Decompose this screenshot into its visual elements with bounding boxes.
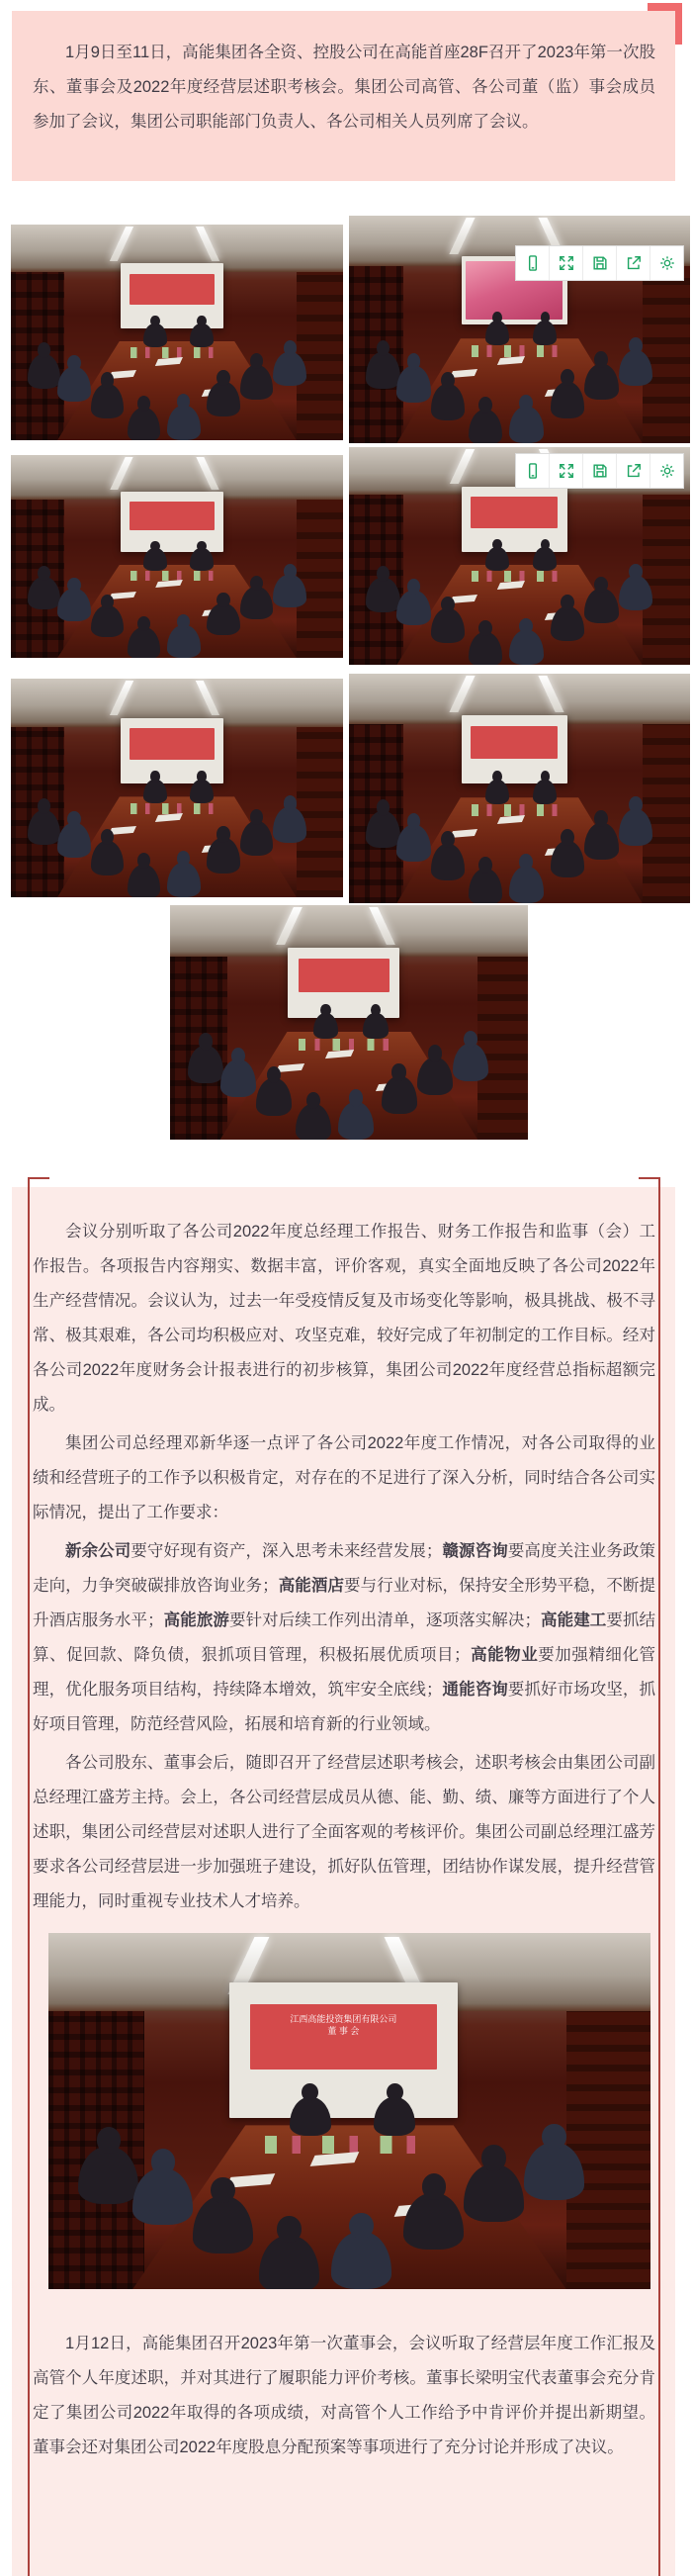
person	[417, 1058, 453, 1095]
settings-glyph	[657, 253, 677, 273]
person	[363, 1013, 388, 1039]
person	[240, 821, 274, 856]
person	[207, 838, 240, 873]
board-meeting-photo[interactable]	[48, 1933, 650, 2289]
person	[256, 1078, 292, 1116]
person	[57, 589, 91, 621]
person	[273, 807, 306, 842]
meeting-photo-4[interactable]	[349, 447, 690, 665]
person	[509, 407, 544, 443]
settings-icon[interactable]	[650, 454, 683, 488]
board-screen-line2: 董 事 会	[327, 2026, 360, 2036]
meeting-photo-6[interactable]	[349, 674, 690, 903]
person	[167, 863, 201, 897]
person	[509, 867, 544, 903]
image-toolbar	[515, 245, 684, 281]
person	[464, 2164, 524, 2222]
person	[619, 809, 653, 846]
meeting-photo-3[interactable]	[11, 455, 343, 658]
person	[57, 823, 91, 858]
person	[190, 323, 214, 347]
report-box	[12, 1187, 675, 2576]
intro-highlight-box	[12, 11, 675, 181]
person	[167, 625, 201, 658]
projection-screen	[462, 487, 567, 552]
intro-paragraph: 1月9日至11日，高能集团各全资、控股公司在高能首座28F召开了2023年第一次股东、董事会及2022年度经营层述职考核会。集团公司高管、各公司董（监）事会成员参加了会议，集团公司职能部门负责人、各公司相关人员列席了会议。	[33, 44, 655, 131]
meeting-photo-5[interactable]	[11, 679, 343, 897]
person	[273, 575, 306, 607]
person	[619, 576, 653, 610]
share-glyph	[624, 461, 644, 481]
meeting-photo-1[interactable]	[11, 225, 343, 440]
board-screen-line1: 江西高能投资集团有限公司	[290, 2014, 397, 2024]
person	[619, 350, 653, 387]
person	[240, 587, 274, 619]
person	[396, 366, 431, 403]
person	[509, 630, 544, 665]
save-image-glyph	[590, 253, 610, 273]
projection-screen	[121, 718, 223, 783]
share-icon[interactable]	[616, 246, 650, 280]
person	[28, 810, 61, 845]
person	[220, 1059, 256, 1097]
mobile-view-glyph	[523, 461, 543, 481]
share-glyph	[624, 253, 644, 273]
meeting-photo-7[interactable]	[170, 905, 528, 1140]
settings-glyph	[657, 461, 677, 481]
report-paragraph-company-requirements: 新余公司要守好现有资产，深入思考未来经营发展；赣源咨询要高度关注业务政策走向，力争突破碳排放咨询业务；高能酒店要与行业对标，保持安全形势平稳，不断提升酒店服务水平；高能旅游要针对后续工作列出清单，逐项落实解决；高能建工要抓结算、促回款、降负债，狠抓项目管理，积极拓展优质项目；高能物业要加强精细化管理，优化服务项目结构，持续降本增效，筑牢安全底线；通能咨询要抓好市场攻坚，抓好项目管理，防范经营风险，拓展和培育新的行业领域。	[33, 1542, 656, 1733]
person	[396, 591, 431, 625]
person	[584, 364, 619, 401]
settings-icon[interactable]	[650, 246, 683, 280]
person	[366, 352, 400, 389]
save-image-icon[interactable]	[582, 454, 616, 488]
projection-screen	[121, 492, 223, 553]
image-toolbar	[515, 453, 684, 489]
person	[207, 382, 240, 416]
mobile-view-icon[interactable]	[516, 246, 549, 280]
person	[28, 354, 61, 389]
person	[132, 2168, 193, 2226]
person	[143, 323, 167, 347]
person	[485, 547, 509, 571]
person	[57, 367, 91, 402]
person	[143, 548, 167, 571]
projection-screen	[121, 263, 223, 327]
person	[366, 578, 400, 612]
report-paragraph-overview: 会议分别听取了各公司2022年度总经理工作报告、财务工作报告和监事（会）工作报告。各项报告内容翔实、数据丰富，评价客观，真实全面地反映了各公司2022年生产经营情况。会议认为，过去一年受疫情反复及市场变化等影响，极具挑战、极不寻常、极其艰难，各公司均积极应对、攻坚克难，较好完成了年初制定的工作目标。经对各公司2022年度财务会计报表进行的初步核算，集团公司2022年度经营总指标超额完成。	[33, 1223, 655, 1414]
save-image-glyph	[590, 461, 610, 481]
person	[190, 548, 214, 571]
report-paragraph-ceo-review: 集团公司总经理邓新华逐一点评了各公司2022年度工作情况，对各公司取得的业绩和经营班子的工作予以积极肯定，对存在的不足进行了深入分析，同时结合各公司实际情况，提出了工作要求：	[33, 1434, 655, 1521]
person	[366, 811, 400, 848]
person	[524, 2143, 584, 2200]
save-image-icon[interactable]	[582, 246, 616, 280]
person	[188, 1046, 223, 1083]
fullscreen-icon[interactable]	[549, 454, 582, 488]
person	[584, 589, 619, 623]
mobile-view-glyph	[523, 253, 543, 273]
person	[296, 1104, 331, 1140]
board-screen-text	[250, 2013, 437, 2037]
person	[584, 823, 619, 860]
person	[240, 365, 274, 400]
person	[396, 825, 431, 862]
person	[78, 2147, 138, 2204]
meeting-photo-2[interactable]	[349, 216, 690, 443]
person	[551, 841, 585, 877]
mobile-view-icon[interactable]	[516, 454, 549, 488]
fullscreen-glyph	[557, 461, 576, 481]
fullscreen-icon[interactable]	[549, 246, 582, 280]
fullscreen-glyph	[557, 253, 576, 273]
person	[453, 1044, 488, 1081]
share-icon[interactable]	[616, 454, 650, 488]
projection-screen	[229, 1982, 458, 2118]
projection-screen	[462, 715, 567, 784]
person	[273, 352, 306, 387]
closing-paragraph: 1月12日，高能集团召开2023年第一次董事会，会议听取了经营层年度工作汇报及高管个人年度述职，并对其进行了履职能力评价考核。董事长梁明宝代表董事会充分肯定了集团公司2022年取得的各项成绩，对高管个人工作给予中肯评价并提出新期望。董事会还对集团公司2022年度股息分配预案等事项进行了充分讨论并形成了决议。	[33, 2335, 655, 2456]
report-paragraph-assessment: 各公司股东、董事会后，随即召开了经营层述职考核会，述职考核会由集团公司副总经理江盛芳主持。会上，各公司经营层成员从德、能、勤、绩、廉等方面进行了个人述职，集团公司经营层对述职人进行了全面客观的考核评价。集团公司副总经理江盛芳要求各公司经营层进一步加强班子建设，抓好队伍管理，团结协作谋发展，提升经营管理能力，同时重视专业技术人才培养。	[33, 1754, 655, 1910]
person	[28, 577, 61, 609]
person	[167, 406, 201, 440]
projection-screen	[288, 948, 398, 1018]
person	[382, 1076, 417, 1114]
